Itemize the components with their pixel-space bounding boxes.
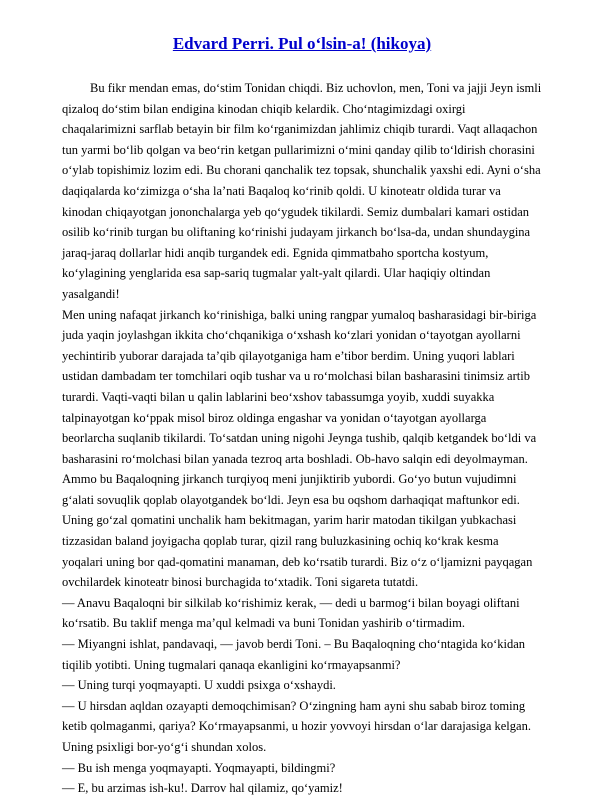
dialogue-line-6: — E, bu arzimas ish-ku!. Darrov hal qilamiz, qo‘yamiz!	[62, 781, 343, 796]
document-page	[62, 32, 542, 799]
dialogue-line-1: — Anavu Baqaloqni bir silkilab ko‘rishimiz kerak, — dedi u barmog‘i bilan boyagi oliftani ko‘rsatib. Bu taklif menga ma’qul kelmadi va buni Tonidan yashirib o‘tirmadim.	[62, 595, 520, 631]
document-title: Edvard Perri. Pul o‘lsin-a! (hikoya)	[172, 34, 432, 53]
dialogue-line-3: — Uning turqi yoqmayapti. U xuddi psixga o‘xshaydi.	[62, 678, 336, 693]
dialogue-line-4: — U hirsdan aqldan ozayapti demoqchimisan? O‘zingning ham ayni shu sabab biroz toming ketib qolmaganmi, qariya? Ko‘rmayapsanmi, u hozir yovvoyi hirsdan o‘lar darajasiga kelgan. Uning psixligi bor-yo‘g‘i shundan xolos.	[62, 698, 531, 754]
paragraph-1: Bu fikr mendan emas, do‘stim Tonidan chiqdi. Biz uchovlon, men, Toni va jajji Jeyn ismli qizaloq do‘stim bilan endigina kinodan chiqib kelardik. Cho‘ntagimizdagi oxirgi chaqalarimizni sarflab betayin bir film ko‘rganimizdan jahlimiz chiqib turardi. Vaqt allaqachon tun yarmi bo‘lib qolgan va beo‘rin ketgan pullarimizni o‘mini qanday qilib to‘ldirish chorasini o‘ylab topishimiz lozim edi. Bu chorani qanchalik tez topsak, shunchalik yaxshi edi. Ayni o‘sha daqiqalarda ko‘zimizga o‘sha la’nati Baqaloq ko‘rinib qoldi. U kinoteatr oldida turar va kinodan chiqayotgan jononchalarga yeb qo‘ygudek tikilardi. Semiz dumbalari kamari ostidan osilib ko‘rinib turgan bu oliftaning ko‘rinishi judayam jirkanch bo‘lsa-da, undan shundaygina jaraq-jaraq dollarlar hidi anqib turgandek edi. Egnida qimmatbaho sportcha kostyum, ko‘ylagining yenglarida esa sap-sariq tugmalar yalt-yalt qilardi. Ular haqiqiy oltindan yasalgandi!	[62, 81, 542, 301]
dialogue-line-2: — Miyangni ishlat, pandavaqi, — javob berdi Toni. – Bu Baqaloqning cho‘ntagida ko‘kidan tiqilib yotibti. Uning tugmalari qanaqa ekanligini ko‘rmayapsanmi?	[62, 637, 526, 672]
paragraph-2: Men uning nafaqat jirkanch ko‘rinishiga, balki uning rangpar yumaloq basharasidagi bir-biriga juda yaqin joylashgan ikkita cho‘chqanikiga o‘xshash ko‘zlari yonidan o‘tayotgan ayollarni yechintirib yuborar darajada ta’qib qilayotganiga ham e’tibor berdim. Uning yuqori lablari ustidan dambadam ter tomchilari oqib tushar va u ro‘molchasi bilan basharasini tinimsiz artib turardi. Vaqti-vaqti bilan u qalin lablarini beo‘xshov tabassumga yoyib, xuddi suyakka talpinayotgan ko‘ppak misol biroz oldinga engashar va yonidan o‘tayotgan ayollarga beorlarcha suqlanib tikilardi. To‘satdan uning nigohi Jeynga tushib, qalqib ketgandek bo‘ldi va basharasini ro‘molchasi bilan yanada tezroq arta boshladi. Ob-havo salqin edi deyolmayman. Ammo bu Baqaloqning jirkanch turqiyoq meni junjiktirib yubordi. Go‘yo butun vujudimni g‘alati sovuqlik qoplab olayotgandek bo‘ldi. Jeyn esa bu oqshom darhaqiqat maftunkor edi. Uning go‘zal qomatini unchalik ham bekitmagan, yarim harir matodan tikilgan yubkachasi tizzasidan baland joyigacha qoplab turar, qizil rang buluzkasining ochiq ko‘krak kesma yoqalari uning bor qad-qomatini manaman, deb ko‘rsatib turardi. Biz o‘z o‘ljamizni payqagan ovchilardek kinoteatr binosi burchagida to‘xtadik. Toni sigareta tutatdi.	[62, 307, 537, 590]
dialogue-line-5: — Bu ish menga yoqmayapti. Yoqmayapti, bildingmi?	[62, 760, 336, 775]
